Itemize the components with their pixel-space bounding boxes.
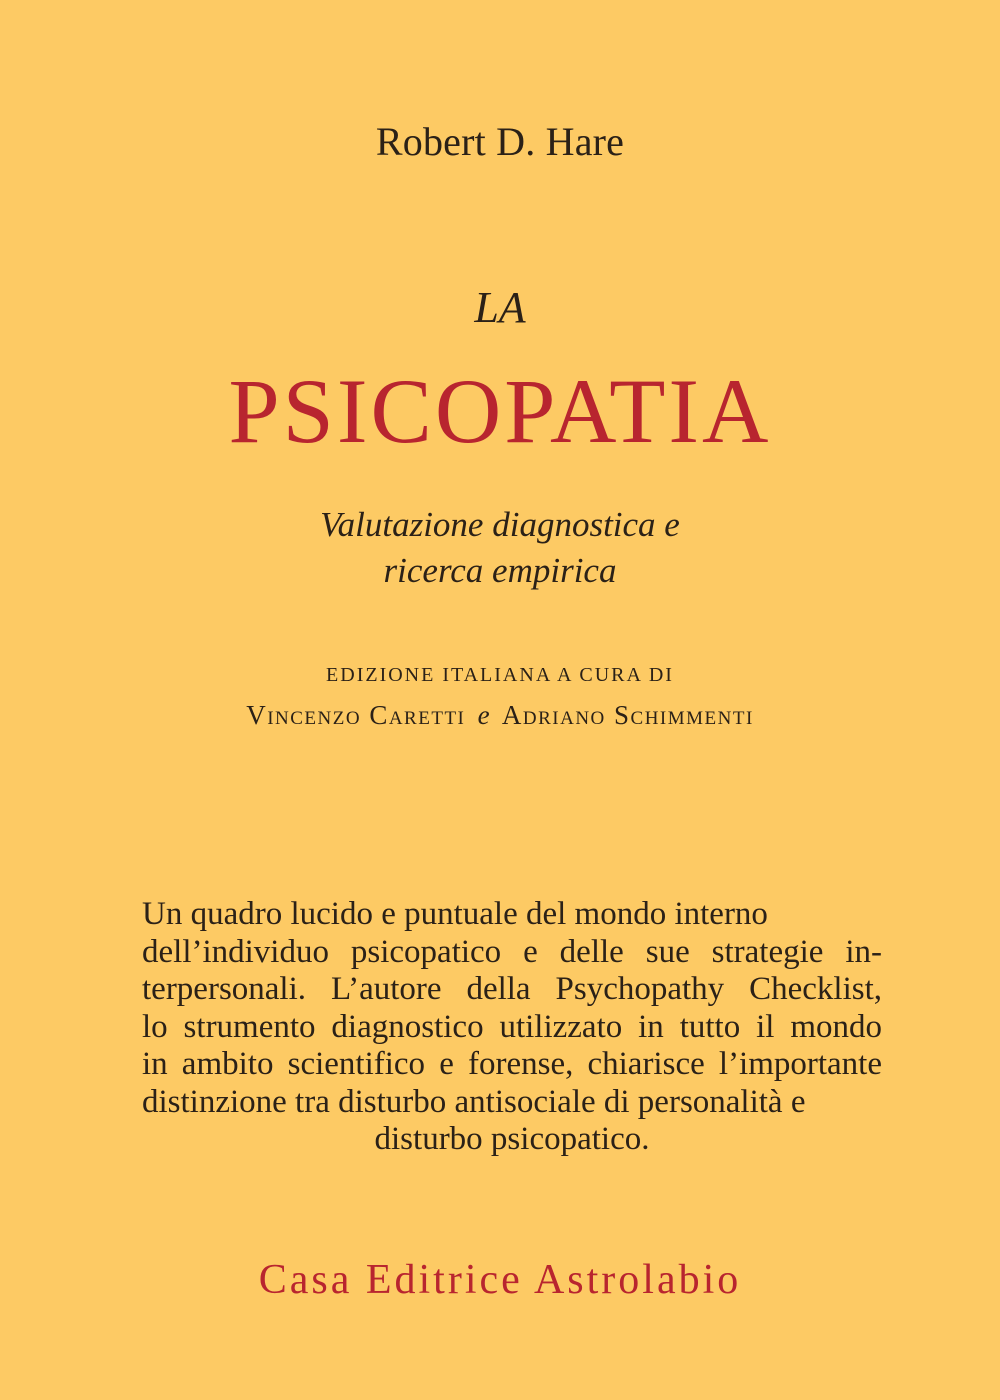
editor-name: Adriano Schimmenti: [501, 700, 754, 730]
subtitle-line: ricerca empirica: [383, 551, 617, 590]
editors: [0, 700, 1000, 731]
blurb-line: terpersonali. L’autore della Psychopathy Checklist,: [142, 971, 882, 1007]
publisher-name: Casa Editrice Astrolabio: [258, 1257, 742, 1303]
editor-conjunction: e: [477, 700, 492, 730]
title-article: LA: [474, 283, 526, 332]
author-name: Robert D. Hare: [375, 119, 625, 164]
blurb-line: in ambito scientifico e forense, chiarisce l’importante: [142, 1046, 882, 1082]
edition-label: EDIZIONE ITALIANA A CURA DI: [326, 664, 674, 686]
blurb-line: Un quadro lucido e puntuale del mondo interno: [142, 896, 768, 932]
blurb: [142, 896, 882, 1159]
blurb-line: lo strumento diagnostico utilizzato in tutto il mondo: [142, 1008, 882, 1045]
blurb-line: disturbo psicopatico.: [374, 1121, 650, 1157]
blurb-line: dell’individuo psicopatico e delle sue strategie in-: [142, 933, 882, 970]
blurb-line: distinzione tra disturbo antisociale di personalità e: [142, 1083, 806, 1120]
subtitle-line: Valutazione diagnostica e: [320, 505, 680, 544]
editor-name: Vincenzo Caretti: [246, 700, 466, 730]
book-title: PSICOPATIA: [228, 360, 772, 462]
subtitle: [0, 502, 1000, 594]
